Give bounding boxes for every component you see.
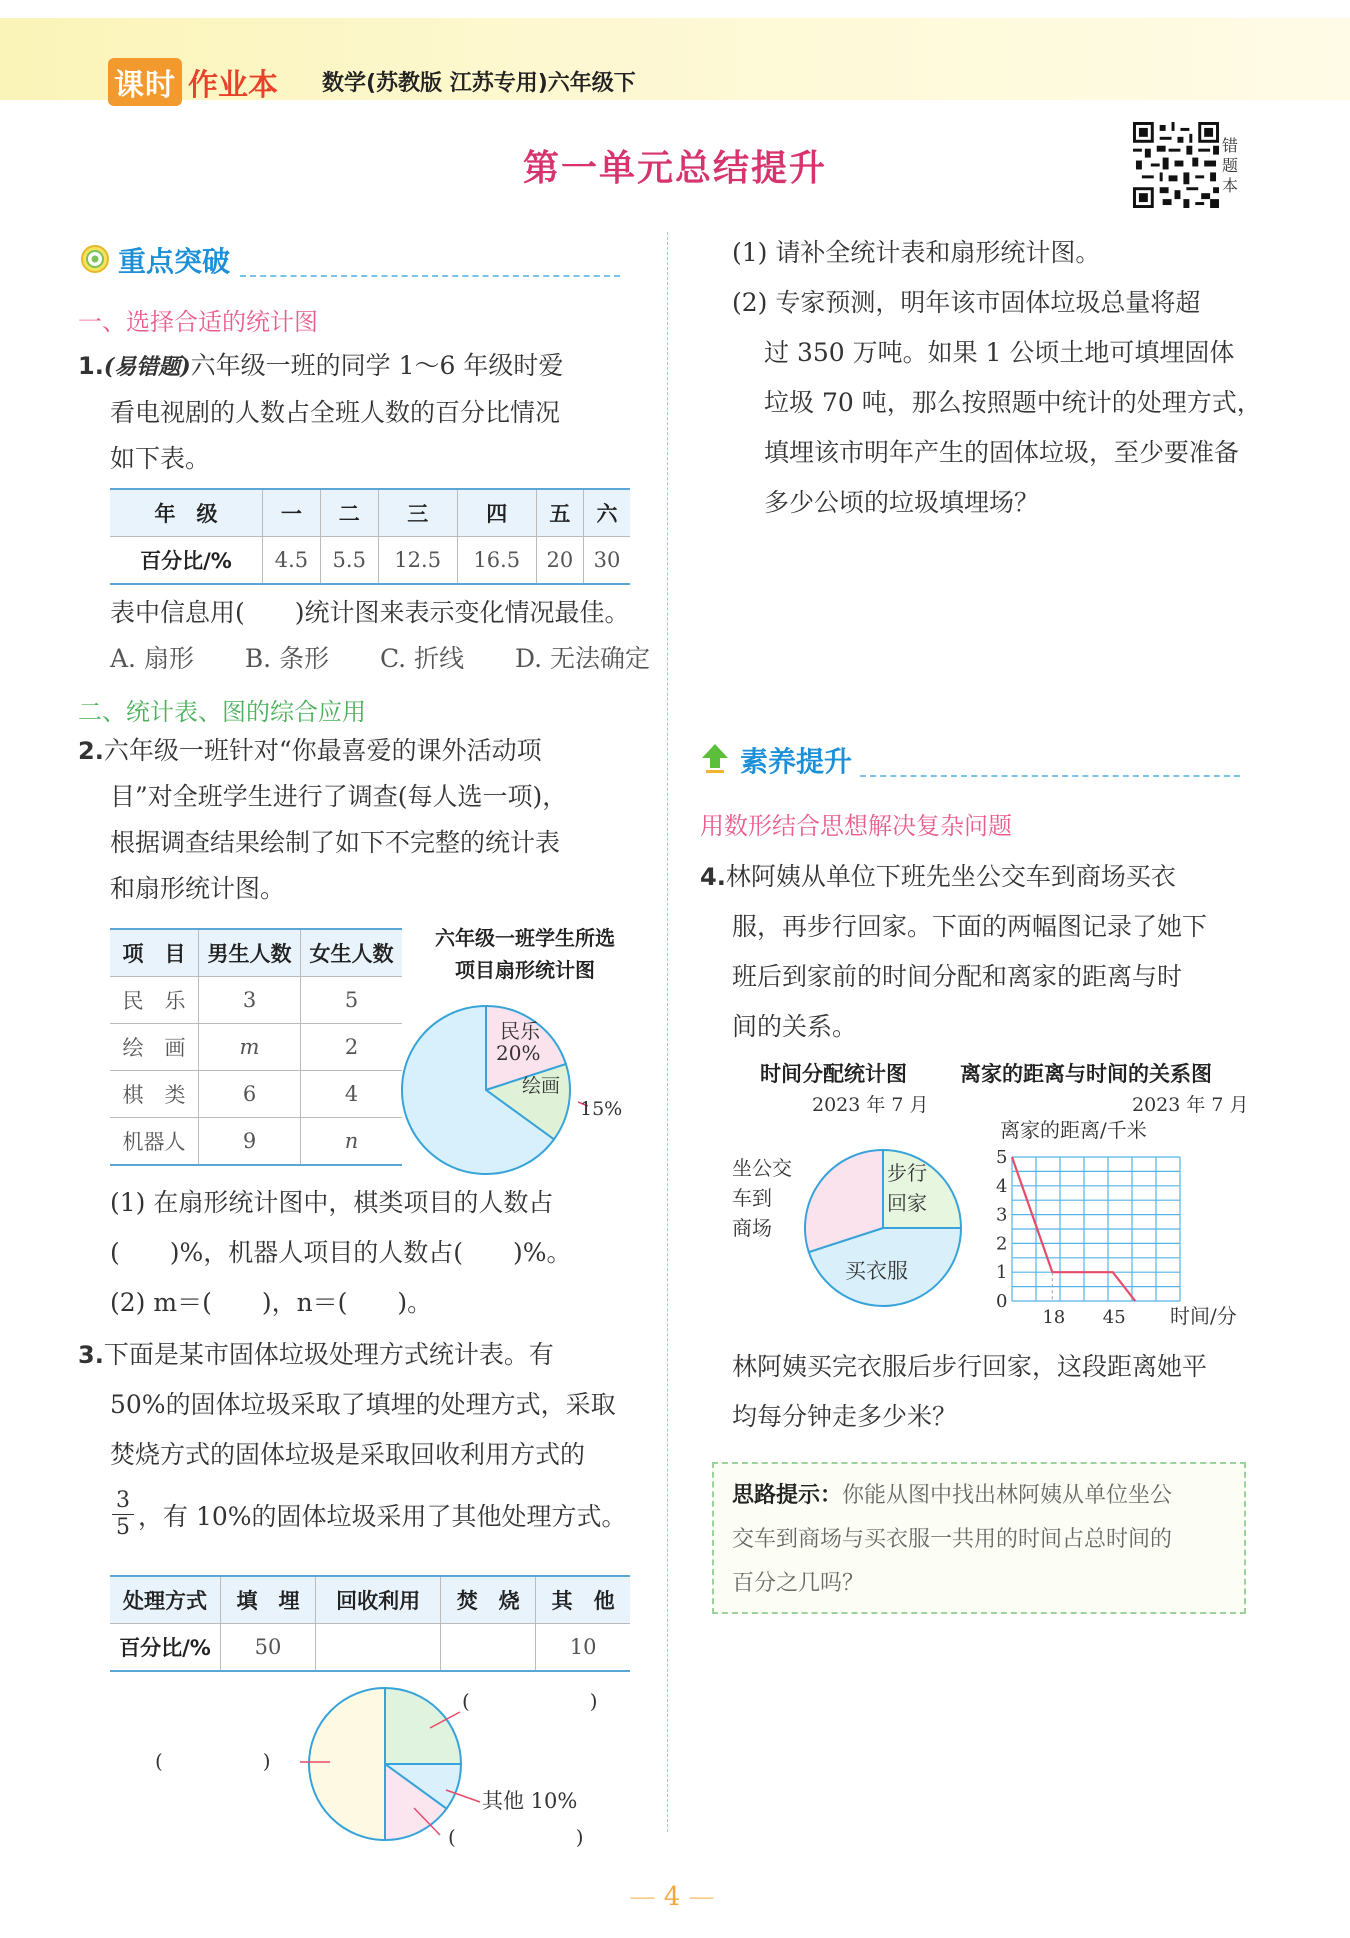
q4-after-line: 均每分钟走多少米？: [732, 1402, 958, 1431]
pie-title-line: 六年级一班学生所选: [435, 926, 615, 950]
q2-pie-title: [410, 922, 640, 986]
pie-blank-bottom: ( ): [448, 1825, 584, 1849]
table-cell: 棋 类: [122, 1083, 186, 1107]
table-cell: 2: [301, 1024, 402, 1071]
pie-label-bus: 商场: [732, 1216, 772, 1240]
x-tick-label: 45: [1102, 1307, 1126, 1328]
section-heading-key: 重点突破: [118, 245, 231, 278]
y-axis-label: 离家的距离/千米: [1000, 1118, 1147, 1142]
table-cell-blank[interactable]: [315, 1624, 440, 1672]
pie-label-bus: 车到: [732, 1186, 772, 1210]
subheading-combined: 二、统计表、图的综合应用: [78, 698, 366, 726]
q4-pie-title: 时间分配统计图: [760, 1062, 907, 1086]
question-1: [78, 343, 638, 482]
pie-label-minyue: 民乐: [500, 1019, 540, 1043]
q1-blank-line: 表中信息用( )统计图来表示变化情况最佳。: [110, 598, 630, 627]
pie-label-other: 其他 10%: [482, 1789, 578, 1813]
y-tick-label: 3: [996, 1204, 1008, 1226]
page-title: 第一单元总结提升: [522, 148, 827, 189]
q3-sub-line: 过 350 万吨。如果 1 公顷土地可填埋固体: [764, 338, 1235, 367]
q2-sub-line: ( )%，机器人项目的人数占( )%。: [110, 1238, 572, 1267]
table-cell: 4.5: [263, 537, 321, 585]
q2-pie-chart: [400, 996, 650, 1176]
table-cell: 5: [301, 977, 402, 1024]
q4-pie-chart: [725, 1130, 970, 1320]
q3-sub-line: (1) 请补全统计表和扇形统计图。: [732, 238, 1101, 267]
target-icon: [80, 244, 110, 274]
q1-line: 六年级一班的同学 1～6 年级时爱: [190, 351, 564, 380]
subheading-number-shape: 用数形结合思想解决复杂问题: [700, 812, 1012, 840]
q3-line: ，有 10%的固体垃圾采用了其他处理方式。: [138, 1502, 627, 1531]
pie-label-walk: 回家: [887, 1191, 927, 1215]
q3-sub-line: 填埋该市明年产生的固体垃圾，至少要准备: [764, 438, 1240, 467]
table-header-cell: 处理方式: [110, 1576, 221, 1624]
table-row-label: 百分比/%: [119, 1636, 211, 1660]
pie-label-minyue-pct: 20%: [496, 1041, 541, 1065]
pie-label-walk: 步行: [887, 1161, 927, 1185]
pie-slice-landfill: [309, 1688, 385, 1840]
table-cell: 10: [536, 1624, 630, 1672]
brand-logo: [108, 58, 278, 106]
table-cell: 4: [301, 1071, 402, 1118]
y-tick-label: 5: [996, 1147, 1008, 1168]
q4-line: 间的关系。: [732, 1012, 858, 1041]
q2-table: [110, 928, 402, 1166]
q3-sub-line: 垃圾 70 吨，那么按照题中统计的处理方式，: [764, 388, 1262, 417]
pie-label-huihua: 绘画: [522, 1075, 561, 1097]
pie-slice-recycle: [385, 1688, 461, 1764]
section-line: [240, 275, 620, 277]
y-tick-label: 4: [996, 1175, 1008, 1197]
option-b[interactable]: B. 条形: [244, 644, 330, 673]
question-2: [78, 728, 638, 912]
y-tick-label: 2: [996, 1233, 1008, 1255]
q3-sub-line: (2) 专家预测，明年该市固体垃圾总量将超: [732, 288, 1201, 317]
hint-box: [712, 1462, 1246, 1614]
q2-line: 和扇形统计图。: [110, 874, 286, 903]
q3-sub-line: 多少公顷的垃圾填埋场？: [764, 488, 1040, 517]
fraction: [112, 1488, 134, 1541]
q4-line-date: 2023 年 7 月: [1132, 1094, 1249, 1116]
table-header-cell: 三: [378, 489, 457, 537]
option-a[interactable]: A. 扇形: [110, 644, 194, 673]
column-divider: [667, 232, 668, 1832]
q1-line: 如下表。: [110, 444, 211, 473]
table-cell: 9: [199, 1118, 301, 1166]
pie-label-huihua-pct: 15%: [580, 1098, 623, 1120]
table-cell: 绘 画: [122, 1036, 186, 1060]
y-tick-label: 1: [996, 1262, 1008, 1284]
table-header-cell: 年 级: [110, 489, 263, 537]
fraction-denominator: 5: [116, 1515, 130, 1540]
page-number-wrap: — 4 —: [629, 1882, 715, 1912]
subject-label: 数学(苏教版 江苏专用)六年级下: [322, 71, 636, 96]
table-header-cell: 女生人数: [301, 929, 402, 977]
q2-sub-line: (2) m＝( )，n＝( )。: [110, 1288, 433, 1317]
q4-line-chart: [970, 1115, 1260, 1335]
table-header-cell: 五: [536, 489, 583, 537]
table-header-cell: 焚 烧: [441, 1576, 536, 1624]
subheading-choose-chart: 一、选择合适的统计图: [78, 308, 318, 336]
q1-options: [110, 636, 650, 682]
q3-line: 下面是某市固体垃圾处理方式统计表。有: [103, 1340, 554, 1369]
q2-line: 根据调查结果绘制了如下不完整的统计表: [110, 828, 561, 857]
q3-pie-chart: [150, 1680, 630, 1850]
table-cell: 30: [584, 537, 630, 585]
q3-line: 50%的固体垃圾采取了填埋的处理方式，采取: [110, 1390, 616, 1419]
table-header-cell: 填 埋: [221, 1576, 316, 1624]
question-3: [78, 1330, 658, 1480]
question-tag: (易错题): [103, 354, 191, 380]
table-row-label: 百分比/%: [140, 549, 232, 573]
section-heading-improve: 素养提升: [740, 745, 853, 778]
option-c[interactable]: C. 折线: [379, 644, 465, 673]
pie-blank-left: ( ): [155, 1749, 271, 1773]
table-cell: 6: [199, 1071, 301, 1118]
question-4: [700, 852, 1260, 1052]
x-tick-label: 18: [1042, 1307, 1066, 1328]
arrow-up-icon: [700, 742, 730, 776]
pie-label-bus: 坐公交: [732, 1156, 792, 1180]
table-header-cell: 一: [263, 489, 321, 537]
table-header-cell: 二: [320, 489, 378, 537]
table-cell: 12.5: [378, 537, 457, 585]
hint-line: 百分之几吗？: [732, 1571, 865, 1596]
x-axis-label: 时间/分: [1170, 1304, 1237, 1328]
option-d[interactable]: D. 无法确定: [514, 644, 650, 673]
table-cell: n: [301, 1118, 402, 1166]
table-header-cell: 四: [457, 489, 536, 537]
q4-after-line: 林阿姨买完衣服后步行回家，这段距离她平: [732, 1352, 1208, 1381]
question-number: 3.: [78, 1341, 104, 1369]
q1-table: [110, 488, 630, 585]
section-line: [860, 775, 1240, 777]
table-header-cell: 项 目: [110, 929, 199, 977]
y-tick-label: 0: [996, 1291, 1008, 1312]
q2-sub-line: (1) 在扇形统计图中，棋类项目的人数占: [110, 1188, 554, 1217]
table-cell: 16.5: [457, 537, 536, 585]
table-header-cell: 其 他: [536, 1576, 630, 1624]
q4-pie-date: 2023 年 7 月: [812, 1094, 929, 1116]
table-cell: 机器人: [122, 1130, 186, 1154]
pie-title-line: 项目扇形统计图: [455, 958, 595, 982]
qr-code-icon[interactable]: [1133, 122, 1219, 208]
table-cell-blank[interactable]: [441, 1624, 536, 1672]
hint-label: 思路提示：: [732, 1483, 843, 1508]
q4-question: [732, 1342, 1272, 1442]
pie-label-shop: 买衣服: [845, 1259, 908, 1283]
table-cell: 50: [221, 1624, 316, 1672]
table-header-cell: 回收利用: [315, 1576, 440, 1624]
pie-blank-top-right: ( ): [462, 1689, 598, 1713]
logo-text: 作业本: [188, 68, 278, 103]
table-header-cell: 男生人数: [199, 929, 301, 977]
q4-line: 服，再步行回家。下面的两幅图记录了她下: [732, 912, 1208, 941]
table-cell: m: [199, 1024, 301, 1071]
hint-content: [714, 1464, 1244, 1616]
logo-box: 课时: [108, 58, 182, 106]
q4-line-title: 离家的距离与时间的关系图: [960, 1062, 1212, 1086]
q3-line: 焚烧方式的固体垃圾是采取回收利用方式的: [110, 1440, 586, 1469]
table-cell: 3: [199, 977, 301, 1024]
table-cell: 20: [536, 537, 583, 585]
question-number: 2.: [78, 737, 104, 765]
table-cell: 民 乐: [122, 989, 186, 1013]
table-cell: 5.5: [320, 537, 378, 585]
q4-line: 林阿姨从单位下班先坐公交车到商场买衣: [725, 862, 1176, 891]
hint-line: 你能从图中找出林阿姨从单位坐公: [842, 1483, 1173, 1508]
qr-label: 错题本: [1222, 136, 1239, 195]
q2-line: 六年级一班针对“你最喜爱的课外活动项: [103, 736, 542, 765]
table-header-cell: 六: [584, 489, 630, 537]
q4-line: 班后到家前的时间分配和离家的距离与时: [732, 962, 1183, 991]
q3-table: [110, 1575, 630, 1672]
question-number: 4.: [700, 863, 726, 891]
q2-line: 目”对全班学生进行了调查(每人选一项)，: [110, 782, 568, 811]
fraction-numerator: 3: [112, 1488, 134, 1515]
q1-line: 看电视剧的人数占全班人数的百分比情况: [110, 398, 561, 427]
hint-line: 交车到商场与买衣服一共用的时间占总时间的: [732, 1527, 1173, 1552]
q3-subquestions: [732, 228, 1272, 528]
q2-subquestions: [110, 1178, 650, 1328]
page-number: 4: [663, 1882, 681, 1912]
question-number: 1.: [78, 352, 104, 380]
